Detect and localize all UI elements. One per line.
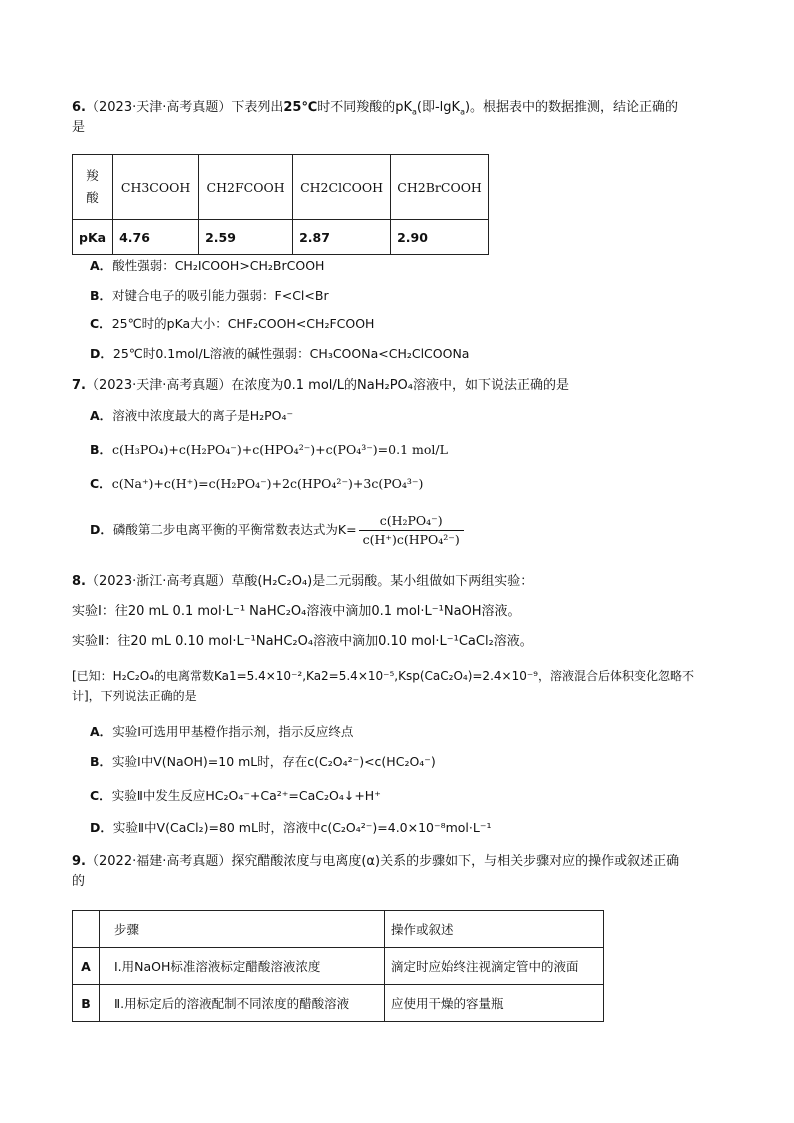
- option-a: A．实验Ⅰ可选用甲基橙作指示剂，指示反应终点: [90, 724, 354, 739]
- acid-cell: CH2FCOOH: [199, 155, 293, 220]
- question-number: 6: [72, 100, 82, 115]
- option-c: C．实验Ⅱ中发生反应HC₂O₄⁻+Ca²⁺=CaC₂O₄↓+H⁺: [90, 788, 381, 803]
- acid-cell: CH2BrCOOH: [391, 155, 489, 220]
- pka-value-cell: 2.59: [199, 220, 293, 255]
- question-9-stem: 9.（2022·福建·高考真题）探究醋酸浓度与电离度(α)关系的步骤如下，与相关步骤对应的操作或叙述正确 的: [72, 854, 680, 889]
- question-number: 9: [72, 854, 82, 869]
- experiment-2: 实验Ⅱ：往20 mL 0.10 mol·L⁻¹NaHC₂O₄溶液中滴加0.10 mol·L⁻¹CaCl₂溶液。: [72, 634, 533, 649]
- table-header-cell: 羧 酸: [73, 155, 113, 220]
- option-d: D．实验Ⅱ中V(CaCl₂)=80 mL时，溶液中c(C₂O₄²⁻)=4.0×10⁻⁸mol·L⁻¹: [90, 820, 492, 835]
- question-source: （2023·天津·高考真题）: [86, 100, 232, 115]
- question-number: 8: [72, 574, 82, 589]
- given-info: [已知：H₂C₂O₄的电离常数Ka1=5.4×10⁻²,Ka2=5.4×10⁻⁵,Ksp(CaC₂O₄)=2.4×10⁻⁹，溶液混合后体积变化忽略不 计]，下列说法正确的是: [72, 669, 694, 703]
- option-d: D．25℃时0.1mol/L溶液的碱性强弱：CH₃COONa<CH₂ClCOONa: [90, 346, 470, 361]
- pka-value-cell: 4.76: [113, 220, 199, 255]
- equilibrium-constant-fraction: $\frac{\text{c(H₂PO₄⁻)}}{\text{c(H⁺)c(HPO₄²⁻)}}$: [359, 512, 464, 549]
- option-b: B．实验Ⅰ中V(NaOH)=10 mL时，存在c(C₂O₄²⁻)<c(HC₂O₄⁻): [90, 754, 436, 769]
- option-a: A．溶液中浓度最大的离子是H₂PO₄⁻: [90, 408, 294, 423]
- procedure-table: [72, 910, 604, 1022]
- question-source: （2022·福建·高考真题）: [86, 854, 232, 869]
- table-row: A Ⅰ.用NaOH标准溶液标定醋酸溶液浓度 滴定时应始终注视滴定管中的液面: [73, 948, 604, 985]
- question-7-stem: 7.（2023·天津·高考真题）在浓度为0.1 mol/L的NaH₂PO₄溶液中，如下说法正确的是: [72, 378, 569, 393]
- pka-value-cell: 2.87: [293, 220, 391, 255]
- pka-value-cell: 2.90: [391, 220, 489, 255]
- row-label-cell: pKa: [73, 220, 113, 255]
- acid-cell: CH2ClCOOH: [293, 155, 391, 220]
- option-a: A．酸性强弱：CH₂ICOOH>CH₂BrCOOH: [90, 258, 325, 273]
- option-d: D．磷酸第二步电离平衡的平衡常数表达式为K= $\frac{\text{c(H₂PO₄⁻)}}{\text{c(H⁺)c(HPO₄²⁻)}}$: [90, 512, 464, 549]
- option-b: B．c(H₃PO₄)+c(H₂PO₄⁻)+c(HPO₄²⁻)+c(PO₄³⁻)=0.1 mol/L: [90, 442, 448, 457]
- table-header-cell: 步骤: [100, 911, 385, 948]
- question-source: （2023·浙江·高考真题）: [86, 574, 232, 589]
- question-6-stem: 6.（2023·天津·高考真题）下表列出25℃时不同羧酸的$pK_a$(即-lgK$_a$)。根据表中的数据推测，结论正确的 是: [72, 100, 679, 135]
- option-c: C．25℃时的pKa大小：CHF₂COOH<CH₂FCOOH: [90, 316, 375, 331]
- question-number: 7: [72, 378, 82, 393]
- question-8-stem: 8.（2023·浙江·高考真题）草酸(H₂C₂O₄)是二元弱酸。某小组做如下两组实验：: [72, 574, 534, 589]
- option-c: C．c(Na⁺)+c(H⁺)=c(H₂PO₄⁻)+2c(HPO₄²⁻)+3c(PO₄³⁻): [90, 476, 424, 491]
- table-header-cell: [73, 911, 100, 948]
- experiment-1: 实验Ⅰ：往20 mL 0.1 mol·L⁻¹ NaHC₂O₄溶液中滴加0.1 mol·L⁻¹NaOH溶液。: [72, 604, 521, 619]
- question-source: （2023·天津·高考真题）: [86, 378, 232, 393]
- table-header-cell: 操作或叙述: [385, 911, 604, 948]
- option-b: B．对键合电子的吸引能力强弱：F<Cl<Br: [90, 288, 329, 303]
- pka-table: [72, 154, 489, 255]
- acid-cell: CH3COOH: [113, 155, 199, 220]
- table-row: B Ⅱ.用标定后的溶液配制不同浓度的醋酸溶液 应使用干燥的容量瓶: [73, 985, 604, 1022]
